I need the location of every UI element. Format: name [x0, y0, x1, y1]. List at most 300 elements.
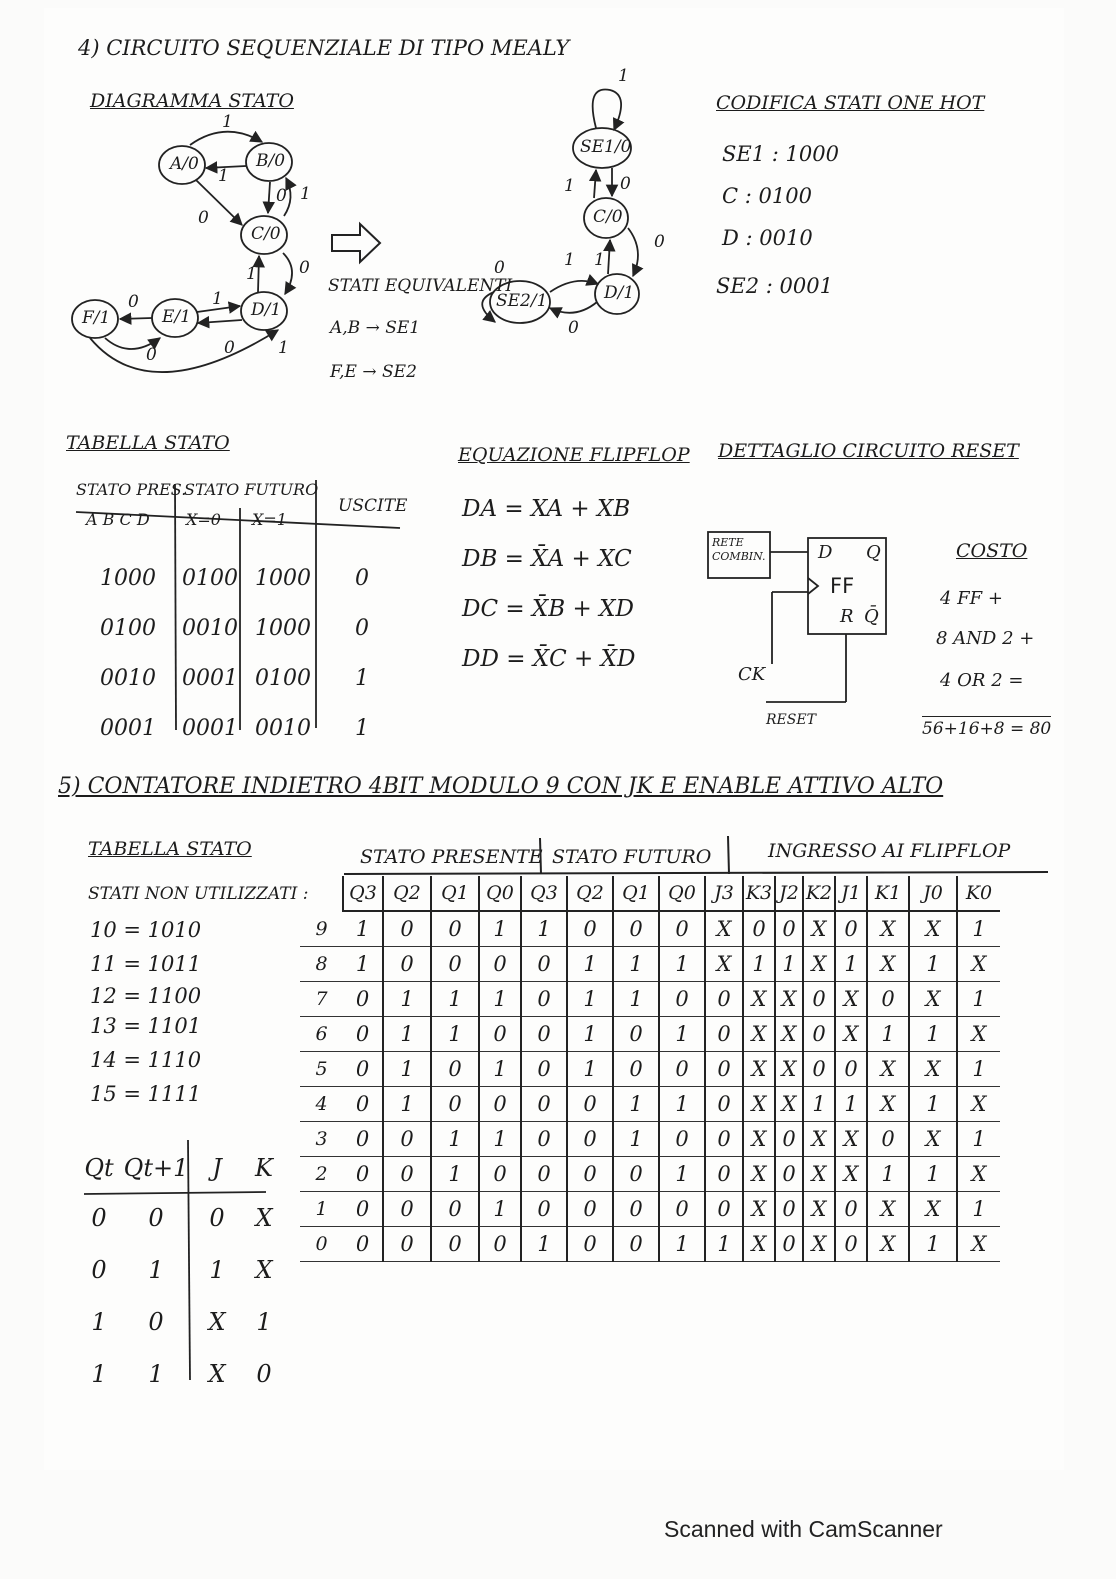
node-b-label: B/0 [256, 151, 286, 171]
edge-label-ab: 1 [222, 112, 233, 132]
edge-label-ed: 1 [212, 289, 223, 309]
edge-label-cd: 0 [299, 258, 310, 278]
cell: 0001 [100, 715, 156, 741]
jk-header-cell: Qt [84, 1154, 114, 1182]
cell: 0 [613, 911, 659, 947]
cell: 1 [567, 1017, 613, 1052]
encoding-line-2: C : 0100 [722, 184, 812, 208]
cell: X [803, 1157, 835, 1192]
group-inputs: INGRESSO AI FLIPFLOP [768, 840, 1011, 862]
cell: 0 [705, 1087, 743, 1122]
cell: 0 [835, 1192, 867, 1227]
cell: 0010 [100, 665, 156, 691]
cell: X [867, 1227, 909, 1262]
cell: 1 [613, 982, 659, 1017]
cell: 0 [775, 1157, 803, 1192]
cell: 1 [909, 1017, 957, 1052]
header-spacer [300, 876, 343, 911]
reduced-edge-label-3: 0 [620, 174, 631, 194]
cell: X [835, 1122, 867, 1157]
cell: 1 [567, 982, 613, 1017]
header-k3: K3 [743, 876, 775, 911]
row-index-cell: 0 [300, 1227, 343, 1262]
reset-label: RESET [766, 712, 816, 728]
cost-line-2: 8 AND 2 + [936, 628, 1035, 649]
jk-header-cell: K [255, 1154, 273, 1182]
cell: X [867, 1087, 909, 1122]
cell: 0 [383, 947, 431, 982]
cell: 1 [479, 982, 521, 1017]
cell: 1 [521, 1227, 567, 1262]
cell: 0 [613, 1192, 659, 1227]
cell: X [867, 1052, 909, 1087]
cell: X [835, 982, 867, 1017]
cell: 1 [479, 1122, 521, 1157]
cell: 1 [383, 1052, 431, 1087]
cell: 0 [343, 1087, 383, 1122]
table-row [300, 1227, 1000, 1262]
cell: X [957, 947, 1000, 982]
cell: X [743, 982, 775, 1017]
cell: 1 [957, 982, 1000, 1017]
rete-comb-label: RETE COMBIN. [712, 536, 766, 563]
equiv-line-1: A,B → SE1 [330, 318, 421, 338]
cell: 0 [567, 1227, 613, 1262]
cell: 1000 [100, 565, 156, 591]
row-index-cell: 6 [300, 1017, 343, 1052]
cell: 0 [659, 1192, 705, 1227]
cell: 1 [355, 715, 369, 741]
cell: 1 [91, 1360, 107, 1388]
reduced-edge-label-2: 1 [564, 176, 575, 196]
cell: 0 [343, 1227, 383, 1262]
cell: 1 [775, 947, 803, 982]
table-row [300, 947, 1000, 982]
encoding-line-3: D : 0010 [722, 226, 813, 250]
cell: 0 [431, 1192, 479, 1227]
header-j3: J3 [705, 876, 743, 911]
cell: X [255, 1204, 273, 1232]
cell: X [909, 911, 957, 947]
jk-header-cell: J [212, 1154, 222, 1182]
cell: 0 [383, 1192, 431, 1227]
ff-q-label: Q [866, 542, 881, 563]
cell: 1 [355, 665, 369, 691]
cell: 0 [479, 947, 521, 982]
reduced-edge-label-6: 1 [564, 250, 575, 270]
cell: 0 [613, 1017, 659, 1052]
cell: X [775, 1052, 803, 1087]
cell: 1 [383, 1087, 431, 1122]
header-q2-present: Q2 [383, 876, 431, 911]
cell: 0 [705, 1052, 743, 1087]
cell: 0 [803, 982, 835, 1017]
cell: 0 [659, 982, 705, 1017]
cell: 0 [343, 982, 383, 1017]
node-d-reduced-label: D/1 [604, 283, 635, 303]
cell: 0 [803, 1017, 835, 1052]
header-q2-future: Q2 [567, 876, 613, 911]
cell: 0 [383, 1227, 431, 1262]
cell: 1 [383, 982, 431, 1017]
cell: 1000 [255, 565, 311, 591]
cell: 0 [431, 1227, 479, 1262]
cell: 0 [521, 1192, 567, 1227]
col-x1: X=1 [252, 510, 287, 529]
ff-d-label: D [818, 542, 833, 563]
edge-label-ef: 0 [128, 292, 139, 312]
cell: 0 [567, 1122, 613, 1157]
cell: 0 [521, 1157, 567, 1192]
cell: X [957, 1227, 1000, 1262]
cell: 1 [431, 1017, 479, 1052]
cell: 0 [431, 1052, 479, 1087]
cell: 0 [835, 1052, 867, 1087]
cell: 1 [659, 1227, 705, 1262]
cell: 0 [867, 1122, 909, 1157]
header-j1: J1 [835, 876, 867, 911]
cell: 1 [909, 1157, 957, 1192]
cell: 0 [91, 1256, 107, 1284]
cell: 0 [705, 1017, 743, 1052]
ck-label: CK [738, 664, 766, 685]
cell: X [957, 1157, 1000, 1192]
node-c-reduced-label: C/0 [593, 207, 623, 227]
counter-table-body [300, 911, 1000, 1262]
cell: X [743, 1157, 775, 1192]
node-se1-label: SE1/0 [580, 137, 632, 157]
unused-2: 11 = 1011 [90, 952, 202, 976]
cell: 1 [659, 947, 705, 982]
cell: 0 [479, 1087, 521, 1122]
cell: 1 [909, 1087, 957, 1122]
cell: X [803, 1227, 835, 1262]
cell: 0 [775, 1227, 803, 1262]
encoding-line-4: SE2 : 0001 [716, 274, 833, 298]
header-j0: J0 [909, 876, 957, 911]
cell: X [208, 1360, 226, 1388]
cell: X [743, 1087, 775, 1122]
cell: 0 [521, 1087, 567, 1122]
cell: 1 [521, 911, 567, 947]
cell: 1 [803, 1087, 835, 1122]
cell: 0001 [182, 665, 238, 691]
table-row [300, 1122, 1000, 1157]
cell: 0 [383, 1157, 431, 1192]
unused-1: 10 = 1010 [90, 918, 202, 942]
cell: 1 [867, 1157, 909, 1192]
cell: 1 [383, 1017, 431, 1052]
cell: 1 [835, 1087, 867, 1122]
jk-header-cell: Qt+1 [123, 1154, 189, 1182]
cell: 1 [613, 947, 659, 982]
cell: 1 [431, 1157, 479, 1192]
cell: 0 [775, 1122, 803, 1157]
header-k0: K0 [957, 876, 1000, 911]
encoding-line-1: SE1 : 1000 [722, 142, 839, 166]
cell: 0 [705, 1157, 743, 1192]
header-q1-future: Q1 [613, 876, 659, 911]
cell: 1 [957, 1192, 1000, 1227]
cell: 0 [659, 1122, 705, 1157]
cell: 1 [343, 947, 383, 982]
counter-table [300, 876, 1000, 1262]
row-index-cell: 2 [300, 1157, 343, 1192]
row-index-cell: 5 [300, 1052, 343, 1087]
cell: 0 [835, 1227, 867, 1262]
table-row [300, 1192, 1000, 1227]
cell: X [909, 1052, 957, 1087]
cell: 0100 [255, 665, 311, 691]
header-q1-present: Q1 [431, 876, 479, 911]
cell: X [803, 911, 835, 947]
row-index-cell: 4 [300, 1087, 343, 1122]
cell: 0 [521, 982, 567, 1017]
cell: 1 [613, 1087, 659, 1122]
cell: 1 [957, 1122, 1000, 1157]
equiv-title: STATI EQUIVALENTI [328, 276, 513, 296]
cell: 0 [613, 1227, 659, 1262]
equations-title: EQUAZIONE FLIPFLOP [458, 444, 690, 466]
cell: X [208, 1308, 226, 1336]
cell: 0 [479, 1157, 521, 1192]
cell: X [803, 1192, 835, 1227]
cell: 1 [479, 911, 521, 947]
cell: X [835, 1017, 867, 1052]
cell: 0 [343, 1017, 383, 1052]
cell: 0 [775, 911, 803, 947]
section4-title: 4) CIRCUITO SEQUENZIALE DI TIPO MEALY [78, 36, 570, 60]
cell: X [743, 1192, 775, 1227]
node-e-label: E/1 [162, 307, 191, 327]
unused-title: STATI NON UTILIZZATI : [88, 884, 309, 904]
cell: X [867, 1192, 909, 1227]
node-c-label: C/0 [251, 224, 281, 244]
camscanner-footer: Scanned with CamScanner [664, 1516, 943, 1542]
cell: 0 [659, 1052, 705, 1087]
encoding-title: CODIFICA STATI ONE HOT [716, 92, 985, 114]
cell: X [957, 1017, 1000, 1052]
cell: 1 [613, 1122, 659, 1157]
cell: 0 [613, 1052, 659, 1087]
cell: 0 [383, 1122, 431, 1157]
cell: 1 [431, 1122, 479, 1157]
cell: 0 [521, 1017, 567, 1052]
unused-3: 12 = 1100 [90, 984, 202, 1008]
cell: 0 [567, 911, 613, 947]
table-row [300, 911, 1000, 947]
cell: 0 [521, 947, 567, 982]
cell: 0001 [182, 715, 238, 741]
reset-title: DETTAGLIO CIRCUITO RESET [718, 440, 1019, 462]
header-q3-future: Q3 [521, 876, 567, 911]
cell: X [867, 911, 909, 947]
edge-label-fe: 0 [146, 345, 157, 365]
cell: 1 [867, 1017, 909, 1052]
edge-label-cb: 1 [300, 184, 311, 204]
edge-label-fd: 1 [278, 338, 289, 358]
cell: X [835, 1157, 867, 1192]
cell: 0 [521, 1052, 567, 1087]
cell: 1 [256, 1308, 272, 1336]
cell: 0 [705, 1192, 743, 1227]
edge-label-ac: 0 [198, 208, 209, 228]
reduced-edge-label-4: 0 [654, 232, 665, 252]
node-f-label: F/1 [82, 308, 111, 328]
node-d-label: D/1 [251, 300, 282, 320]
node-a-label: A/0 [170, 154, 199, 174]
col-out: USCITE [338, 496, 408, 516]
row-index-cell: 8 [300, 947, 343, 982]
cell: 0010 [182, 615, 238, 641]
cell: 0 [867, 982, 909, 1017]
cell: 0100 [100, 615, 156, 641]
cell: 0 [383, 911, 431, 947]
cell: X [705, 947, 743, 982]
edge-label-bc: 0 [276, 186, 287, 206]
cell: 0 [148, 1204, 164, 1232]
header-k2: K2 [803, 876, 835, 911]
cell: X [957, 1087, 1000, 1122]
cell: 1 [91, 1308, 107, 1336]
cell: 0 [431, 1087, 479, 1122]
cell: 1 [479, 1052, 521, 1087]
cell: X [775, 1087, 803, 1122]
cell: X [743, 1052, 775, 1087]
section5-title: 5) CONTATORE INDIETRO 4BIT MODULO 9 CON JK E ENABLE ATTIVO ALTO [58, 774, 944, 799]
cell: X [775, 1017, 803, 1052]
equation-4: DD = X̄C + X̄D [462, 646, 636, 672]
cell: 0 [743, 911, 775, 947]
cell: 1 [567, 947, 613, 982]
cell: 0 [148, 1308, 164, 1336]
cell: 0 [479, 1017, 521, 1052]
reduced-edge-label-7: 0 [568, 318, 579, 338]
cell: 0 [567, 1087, 613, 1122]
cell: X [705, 911, 743, 947]
cell: 0 [613, 1157, 659, 1192]
diagram-title: DIAGRAMMA STATO [90, 90, 294, 112]
unused-4: 13 = 1101 [90, 1014, 202, 1038]
ff-r-label: R [840, 606, 854, 627]
ff-qbar-label: Q̄ [864, 606, 879, 627]
unused-5: 14 = 1110 [90, 1048, 202, 1072]
table-row [300, 982, 1000, 1017]
cell: 1 [148, 1360, 164, 1388]
cost-line-4: 56+16+8 = 80 [922, 716, 1051, 739]
cell: X [803, 947, 835, 982]
cell: 0 [343, 1122, 383, 1157]
counter-header-row [300, 876, 1000, 911]
cell: 0 [567, 1157, 613, 1192]
cell: 0 [343, 1192, 383, 1227]
cell: 1 [343, 911, 383, 947]
reduced-edge-label-5: 1 [594, 250, 605, 270]
cell: 0 [209, 1204, 225, 1232]
cell: 0 [803, 1052, 835, 1087]
header-k1: K1 [867, 876, 909, 911]
cell: X [803, 1122, 835, 1157]
header-q0-present: Q0 [479, 876, 521, 911]
equation-1: DA = XA + XB [462, 496, 631, 522]
cell: 0 [705, 982, 743, 1017]
table-row [300, 1157, 1000, 1192]
cell: 1 [909, 947, 957, 982]
state-table-title: TABELLA STATO [66, 432, 230, 454]
equation-3: DC = X̄B + XD [462, 596, 634, 622]
cell: 1 [659, 1157, 705, 1192]
cell: X [867, 947, 909, 982]
table-row [300, 1087, 1000, 1122]
equation-2: DB = X̄A + XC [462, 546, 632, 572]
cell: X [255, 1256, 273, 1284]
col-present-sub: A B C D [86, 510, 150, 529]
col-x0: X=0 [186, 510, 221, 529]
cell: X [743, 1122, 775, 1157]
reduced-edge-label-8: 0 [494, 258, 505, 278]
cell: 0 [567, 1192, 613, 1227]
cell: 1 [431, 982, 479, 1017]
cell: 0010 [255, 715, 311, 741]
cell: 0 [521, 1122, 567, 1157]
cell: 1 [479, 1192, 521, 1227]
cell: X [743, 1227, 775, 1262]
cell: 1 [957, 1052, 1000, 1087]
col-future: STATO FUTURO [184, 480, 319, 499]
edge-label-dc: 1 [246, 264, 257, 284]
group-future: STATO FUTURO [552, 846, 712, 868]
row-index-cell: 1 [300, 1192, 343, 1227]
cell: X [909, 982, 957, 1017]
cell: 1 [659, 1017, 705, 1052]
cell: 0 [705, 1122, 743, 1157]
cell: 1 [705, 1227, 743, 1262]
cell: 1 [743, 947, 775, 982]
ff-label: FF [830, 574, 855, 598]
row-index-cell: 7 [300, 982, 343, 1017]
cost-line-1: 4 FF + [940, 588, 1003, 609]
cell: 0 [355, 615, 369, 641]
cell: 1 [909, 1227, 957, 1262]
group-present: STATO PRESENTE [360, 846, 543, 868]
cell: 0 [343, 1052, 383, 1087]
reduced-edge-label-1: 1 [618, 66, 629, 86]
cell: 0 [775, 1192, 803, 1227]
table-row [300, 1052, 1000, 1087]
table-row [300, 1017, 1000, 1052]
cell: 0 [431, 947, 479, 982]
row-index-cell: 9 [300, 911, 343, 947]
cost-line-3: 4 OR 2 = [940, 670, 1024, 691]
cell: 0 [479, 1227, 521, 1262]
cell: X [775, 982, 803, 1017]
cell: 0 [256, 1360, 272, 1388]
cell: X [743, 1017, 775, 1052]
edge-label-ba: 1 [218, 166, 229, 186]
cell: 0 [91, 1204, 107, 1232]
cell: X [909, 1122, 957, 1157]
cell: 1000 [255, 615, 311, 641]
header-q3-present: Q3 [343, 876, 383, 911]
counter-table-title: TABELLA STATO [88, 838, 252, 860]
header-q0-future: Q0 [659, 876, 705, 911]
cell: 1 [835, 947, 867, 982]
cell: 1 [209, 1256, 225, 1284]
cell: 0 [835, 911, 867, 947]
cell: 1 [957, 911, 1000, 947]
row-index-cell: 3 [300, 1122, 343, 1157]
cost-title: COSTO [956, 540, 1028, 562]
